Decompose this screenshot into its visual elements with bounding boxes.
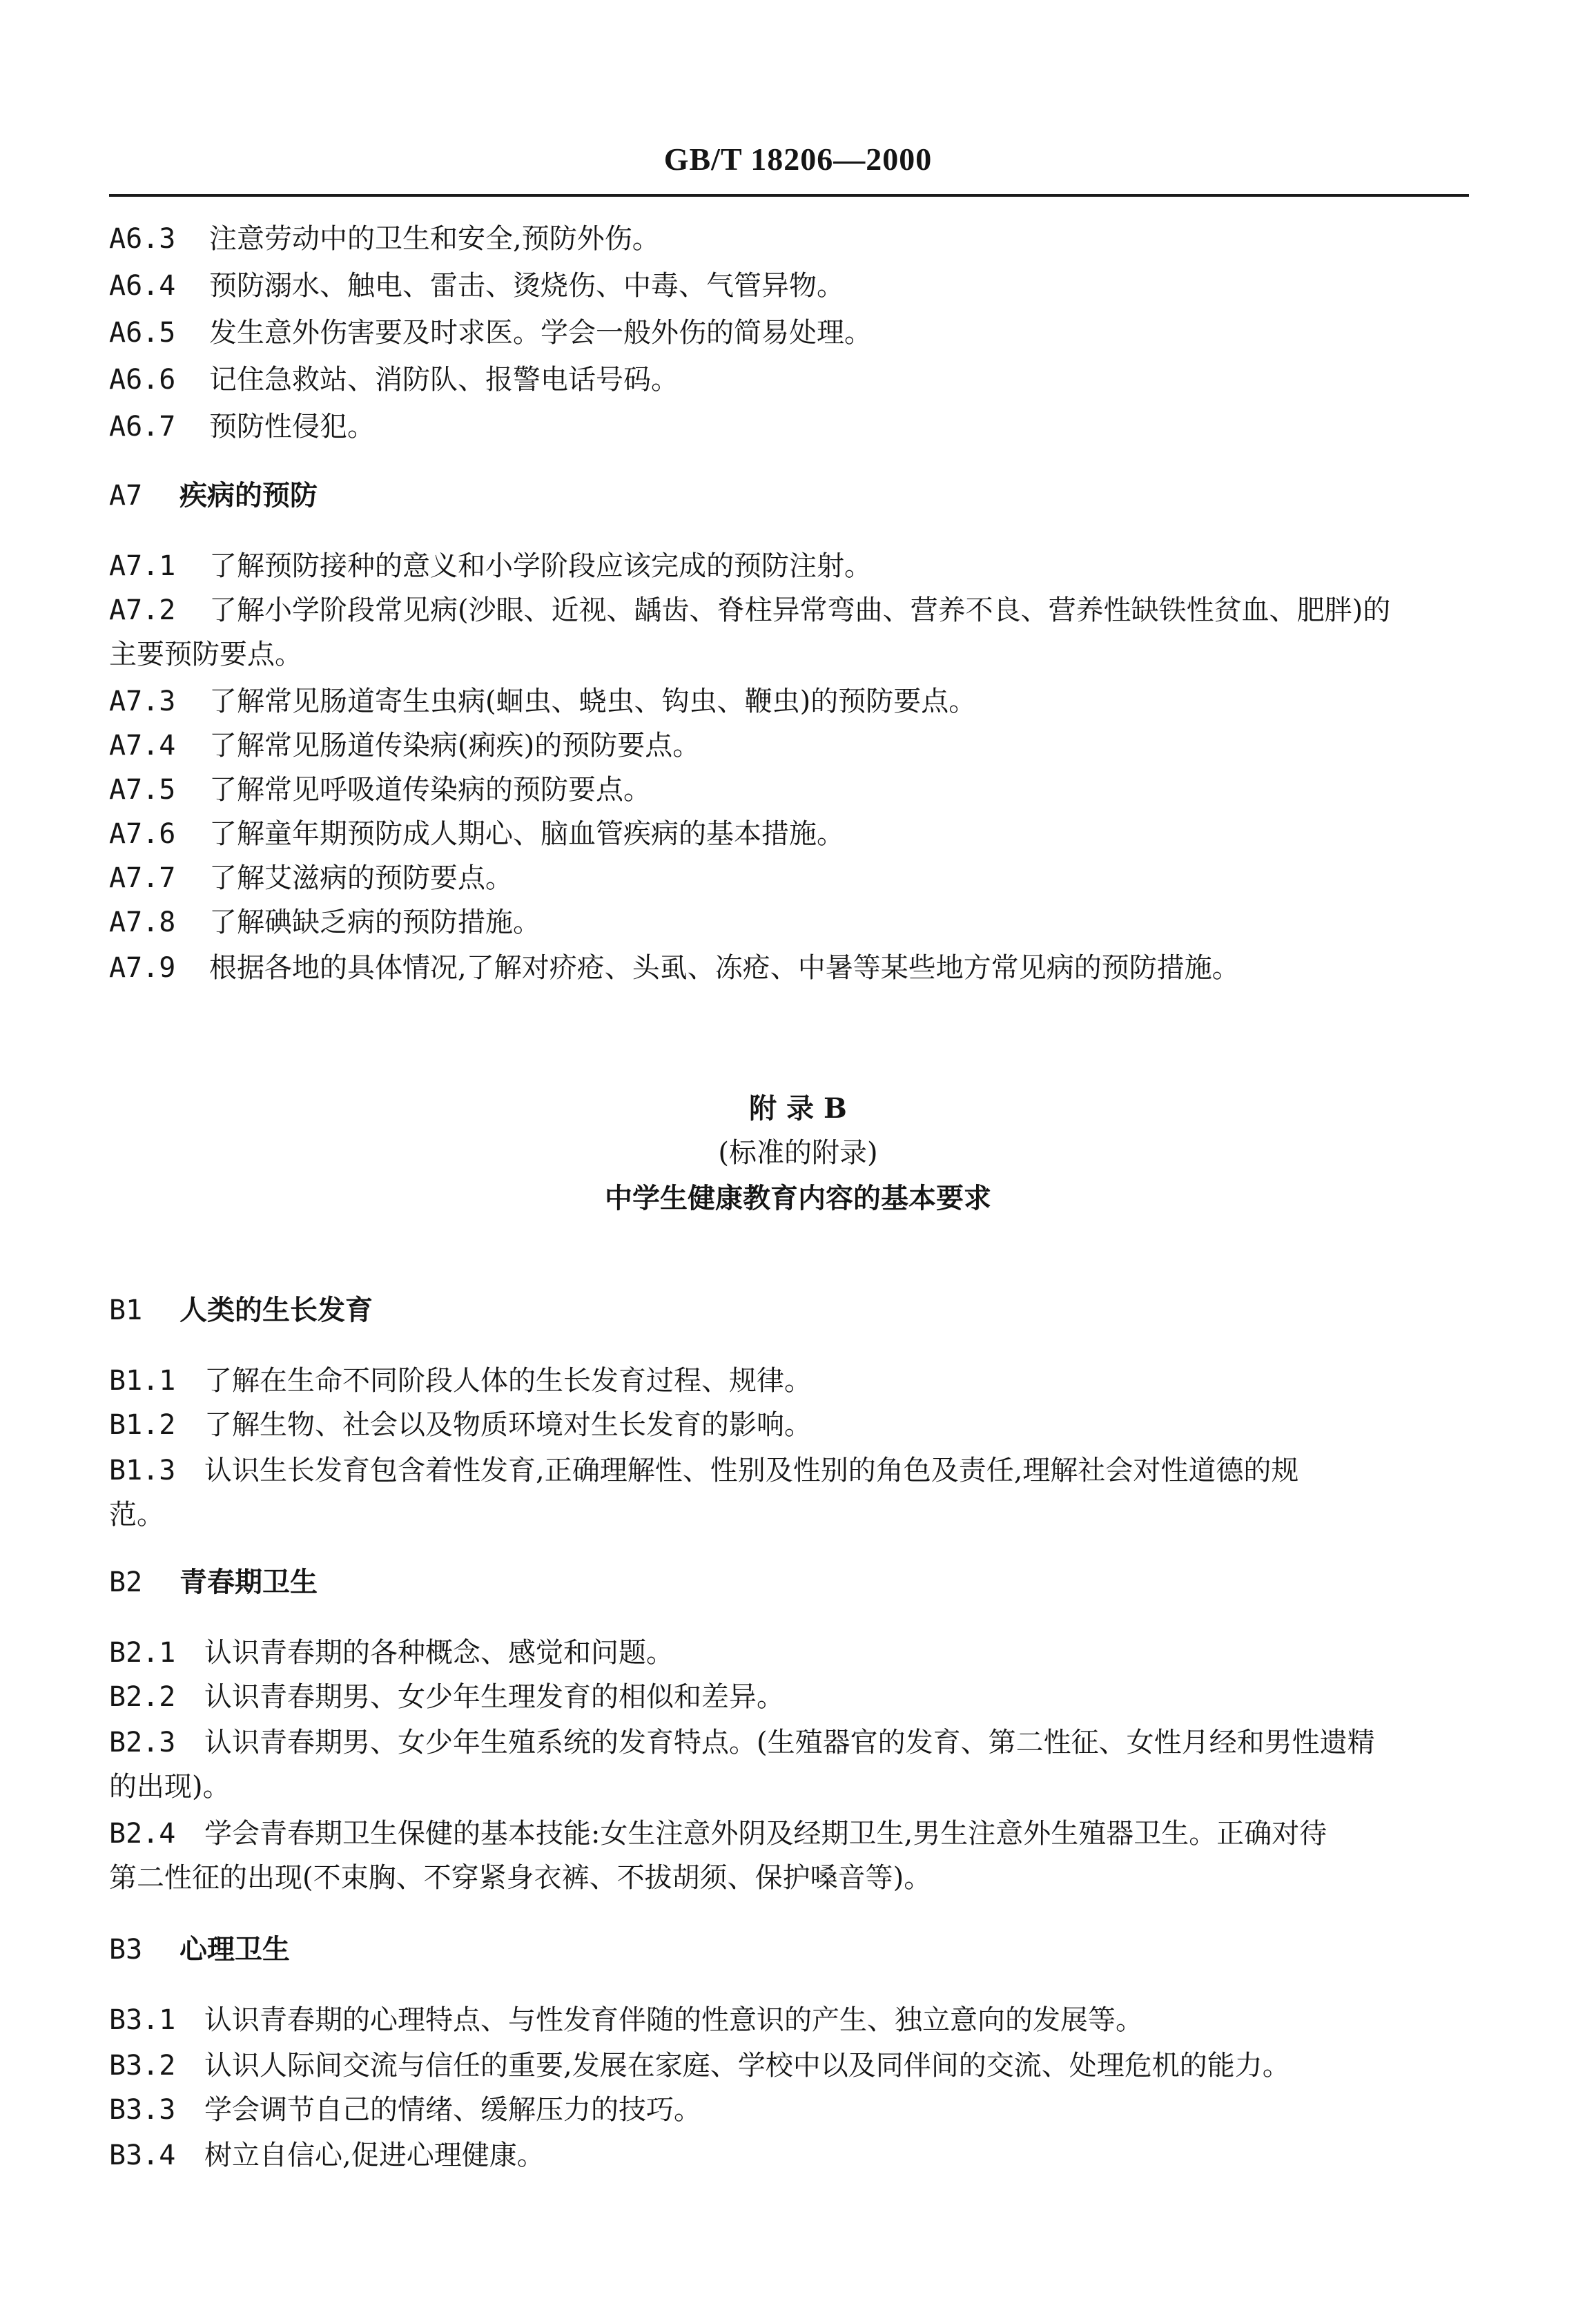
clause-number: B1.3 bbox=[109, 1455, 176, 1486]
clause-a6-7 bbox=[109, 410, 375, 443]
clause-a6-4 bbox=[109, 269, 844, 302]
clause-b1-3-continuation: 范。 bbox=[109, 1499, 164, 1531]
clause-text: 了解预防接种的意义和小学阶段应该完成的预防注射。 bbox=[209, 550, 872, 582]
clause-a7-1 bbox=[109, 550, 872, 583]
section-title: 人类的生长发育 bbox=[179, 1294, 373, 1326]
clause-text: 了解童年期预防成人期心、脑血管疾病的基本措施。 bbox=[209, 818, 844, 850]
header-rule bbox=[109, 194, 1469, 197]
clause-b3-4 bbox=[109, 2139, 545, 2172]
clause-a7-6 bbox=[109, 817, 844, 851]
clause-text: 认识青春期男、女少年生殖系统的发育特点。(生殖器官的发育、第二性征、女性月经和男性遗精 bbox=[204, 1727, 1375, 1758]
section-title: 青春期卫生 bbox=[179, 1566, 318, 1598]
clause-text: 预防溺水、触电、雷击、烫烧伤、中毒、气管异物。 bbox=[209, 270, 844, 302]
clause-number: A7.1 bbox=[109, 550, 176, 582]
clause-a7-3 bbox=[109, 685, 976, 718]
clause-text: 了解小学阶段常见病(沙眼、近视、龋齿、脊柱异常弯曲、营养不良、营养性缺铁性贫血、肥胖)的 bbox=[209, 594, 1391, 626]
clause-a6-6 bbox=[109, 363, 679, 396]
clause-text: 认识青春期男、女少年生理发育的相似和差异。 bbox=[204, 1681, 784, 1713]
clause-number: B1.1 bbox=[109, 1365, 176, 1397]
section-number: A7 bbox=[109, 480, 143, 512]
clause-a7-7 bbox=[109, 862, 513, 895]
clause-text: 了解碘缺乏病的预防措施。 bbox=[209, 906, 541, 938]
clause-a7-2-continuation: 主要预防要点。 bbox=[109, 639, 302, 670]
clause-number: A7.8 bbox=[109, 906, 176, 938]
clause-number: B2.2 bbox=[109, 1681, 176, 1713]
clause-b1-3 bbox=[109, 1454, 1298, 1487]
clause-number: A7.6 bbox=[109, 818, 176, 850]
clause-number: B2.1 bbox=[109, 1637, 176, 1669]
clause-a6-3 bbox=[109, 222, 660, 255]
clause-text: 注意劳动中的卫生和安全,预防外伤。 bbox=[209, 223, 660, 255]
clause-text: 了解生物、社会以及物质环境对生长发育的影响。 bbox=[204, 1409, 812, 1441]
clause-b2-3-continuation: 的出现)。 bbox=[109, 1771, 231, 1803]
section-heading-b2 bbox=[109, 1566, 318, 1599]
clause-text: 认识生长发育包含着性发育,正确理解性、性别及性别的角色及责任,理解社会对性道德的规 bbox=[204, 1455, 1299, 1486]
appendix-subtitle: (标准的附录) bbox=[718, 1137, 878, 1169]
clause-text: 认识青春期的心理特点、与性发育伴随的性意识的产生、独立意向的发展等。 bbox=[204, 2004, 1143, 2036]
clause-text: 了解常见呼吸道传染病的预防要点。 bbox=[209, 774, 651, 806]
clause-number: A6.5 bbox=[109, 317, 176, 349]
clause-text: 了解艾滋病的预防要点。 bbox=[209, 862, 513, 894]
clause-b2-2 bbox=[109, 1680, 784, 1714]
clause-number: A6.7 bbox=[109, 411, 176, 443]
clause-a7-2 bbox=[109, 594, 1390, 627]
clause-number: A7.7 bbox=[109, 862, 176, 894]
clause-number: B3.2 bbox=[109, 2050, 176, 2082]
section-number: B3 bbox=[109, 1934, 143, 1966]
clause-a7-5 bbox=[109, 773, 651, 806]
section-title: 疾病的预防 bbox=[179, 479, 318, 512]
section-heading-a7 bbox=[109, 479, 318, 512]
clause-b2-3 bbox=[109, 1726, 1375, 1759]
clause-b3-1 bbox=[109, 2004, 1143, 2037]
clause-number: A7.9 bbox=[109, 952, 176, 984]
clause-text: 了解在生命不同阶段人体的生长发育过程、规律。 bbox=[204, 1365, 812, 1397]
clause-number: A6.4 bbox=[109, 270, 176, 302]
clause-a7-8 bbox=[109, 906, 541, 939]
clause-text: 了解常见肠道寄生虫病(蛔虫、蛲虫、钩虫、鞭虫)的预防要点。 bbox=[209, 686, 977, 717]
clause-text: 学会调节自己的情绪、缓解压力的技巧。 bbox=[204, 2094, 701, 2126]
appendix-label: 附 录 B bbox=[749, 1092, 847, 1125]
clause-text: 树立自信心,促进心理健康。 bbox=[204, 2140, 545, 2171]
section-heading-b1 bbox=[109, 1294, 373, 1327]
clause-text: 预防性侵犯。 bbox=[209, 411, 375, 443]
section-number: B2 bbox=[109, 1567, 143, 1598]
clause-number: A7.5 bbox=[109, 774, 176, 806]
section-number: B1 bbox=[109, 1294, 143, 1326]
clause-b3-2 bbox=[109, 2049, 1290, 2082]
clause-text: 根据各地的具体情况,了解对疥疮、头虱、冻疮、中暑等某些地方常见病的预防措施。 bbox=[209, 952, 1240, 984]
clause-number: A6.6 bbox=[109, 364, 176, 396]
clause-number: B1.2 bbox=[109, 1409, 176, 1441]
clause-b2-4-continuation: 第二性征的出现(不束胸、不穿紧身衣裤、不拔胡须、保护嗓音等)。 bbox=[109, 1862, 932, 1894]
clause-text: 记住急救站、消防队、报警电话号码。 bbox=[209, 364, 679, 396]
appendix-title: 中学生健康教育内容的基本要求 bbox=[605, 1182, 991, 1214]
clause-text: 认识青春期的各种概念、感觉和问题。 bbox=[204, 1637, 674, 1669]
clause-a7-9 bbox=[109, 951, 1240, 985]
clause-number: A7.2 bbox=[109, 594, 176, 626]
section-title: 心理卫生 bbox=[179, 1933, 290, 1966]
clause-text: 认识人际间交流与信任的重要,发展在家庭、学校中以及同伴间的交流、处理危机的能力。 bbox=[204, 2050, 1290, 2082]
clause-b3-3 bbox=[109, 2093, 701, 2126]
clause-number: B2.3 bbox=[109, 1727, 176, 1758]
clause-number: A7.3 bbox=[109, 686, 176, 717]
section-heading-b3 bbox=[109, 1933, 290, 1966]
clause-b1-2 bbox=[109, 1408, 812, 1442]
clause-text: 学会青春期卫生保健的基本技能:女生注意外阴及经期卫生,男生注意外生殖器卫生。正确对待 bbox=[204, 1818, 1327, 1850]
clause-b2-1 bbox=[109, 1636, 674, 1669]
clause-a6-5 bbox=[109, 316, 872, 349]
standard-code-header: GB/T 18206—2000 bbox=[663, 142, 933, 177]
clause-number: B3.1 bbox=[109, 2004, 176, 2036]
clause-b2-4 bbox=[109, 1817, 1327, 1850]
clause-number: A6.3 bbox=[109, 223, 176, 255]
clause-a7-4 bbox=[109, 729, 700, 762]
clause-number: B3.3 bbox=[109, 2094, 176, 2126]
clause-b1-1 bbox=[109, 1364, 812, 1397]
clause-number: B2.4 bbox=[109, 1818, 176, 1850]
clause-text: 发生意外伤害要及时求医。学会一般外伤的简易处理。 bbox=[209, 317, 872, 349]
clause-text: 了解常见肠道传染病(痢疾)的预防要点。 bbox=[209, 730, 701, 762]
clause-number: B3.4 bbox=[109, 2140, 176, 2171]
clause-number: A7.4 bbox=[109, 730, 176, 762]
